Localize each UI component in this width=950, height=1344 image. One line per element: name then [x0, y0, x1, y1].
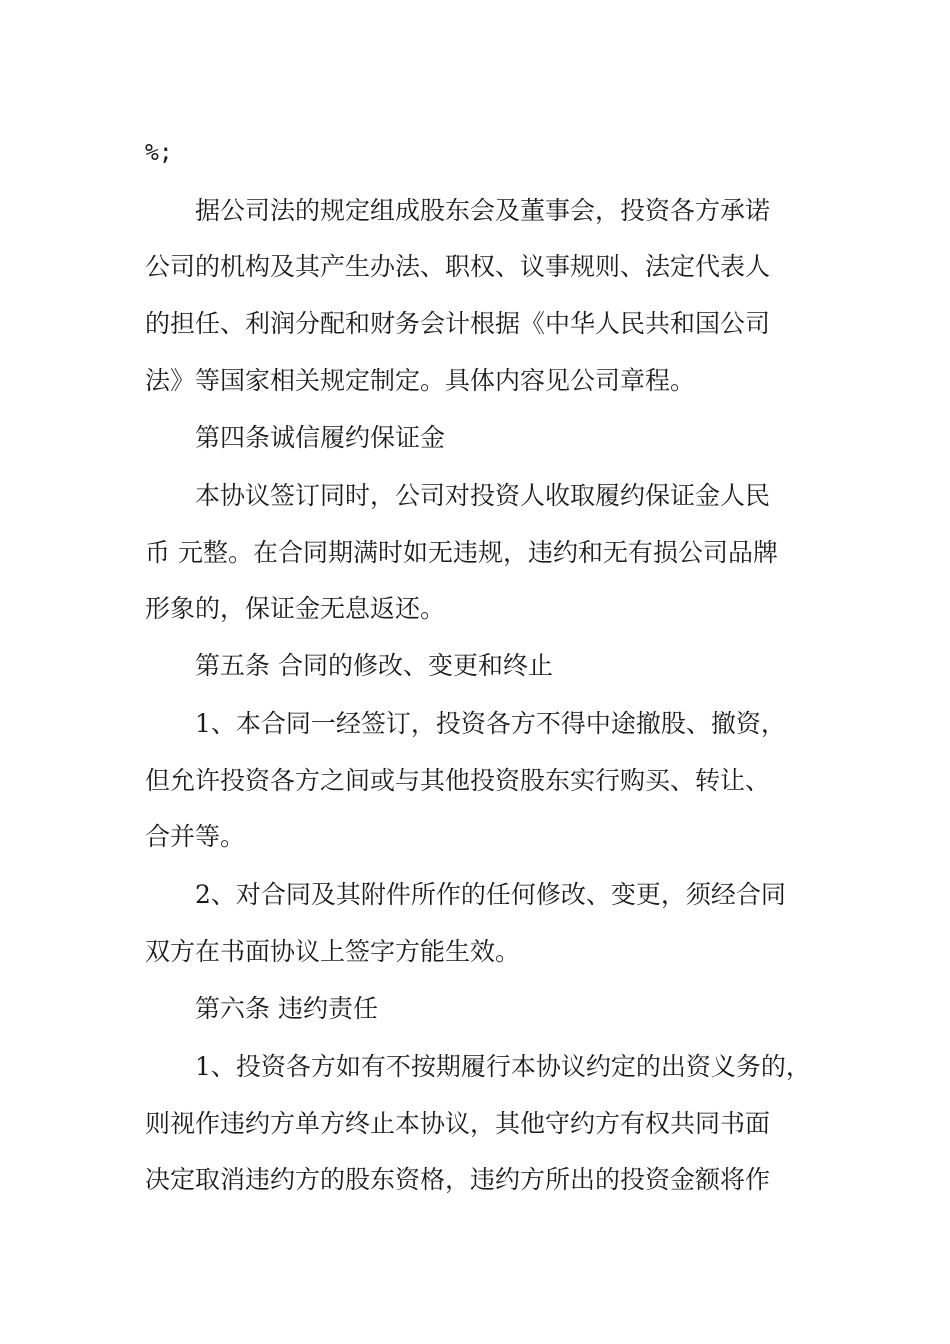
- paragraph-line: 但允许投资各方之间或与其他投资股东实行购买、转让、: [145, 766, 771, 795]
- paragraph-line: 合并等。: [145, 822, 246, 851]
- paragraph-line: 币 元整。在合同期满时如无违规，违约和无有损公司品牌: [145, 538, 778, 567]
- article-5-heading: 第五条 合同的修改、变更和终止: [195, 651, 553, 680]
- paragraph-line: 则视作违约方单方终止本协议，其他守约方有权共同书面: [145, 1109, 771, 1138]
- paragraph-line: 2、对合同及其附件所作的任何修改、变更，须经合同: [195, 880, 786, 909]
- paragraph-line: 1、本合同一经签订，投资各方不得中途撤股、撤资，: [195, 709, 786, 738]
- article-4-heading: 第四条诚信履约保证金: [195, 423, 446, 452]
- paragraph-line: 公司的机构及其产生办法、职权、议事规则、法定代表人: [145, 252, 771, 281]
- paragraph-line: 本协议签订同时，公司对投资人收取履约保证金人民: [195, 481, 771, 510]
- paragraph-line: 据公司法的规定组成股东会及董事会，投资各方承诺: [195, 196, 771, 225]
- paragraph-line: 双方在书面协议上签字方能生效。: [145, 937, 521, 966]
- paragraph-line: 决定取消违约方的股东资格，违约方所出的投资金额将作: [145, 1165, 771, 1194]
- paragraph-line: 形象的，保证金无息返还。: [145, 594, 446, 623]
- text-line-percent: %;: [145, 140, 173, 166]
- paragraph-line: 法》等国家相关规定制定。具体内容见公司章程。: [145, 366, 696, 395]
- paragraph-line: 1、投资各方如有不按期履行本协议约定的出资义务的，: [195, 1052, 811, 1081]
- paragraph-line: 的担任、利润分配和财务会计根据《中华人民共和国公司: [145, 309, 771, 338]
- article-6-heading: 第六条 违约责任: [195, 994, 378, 1023]
